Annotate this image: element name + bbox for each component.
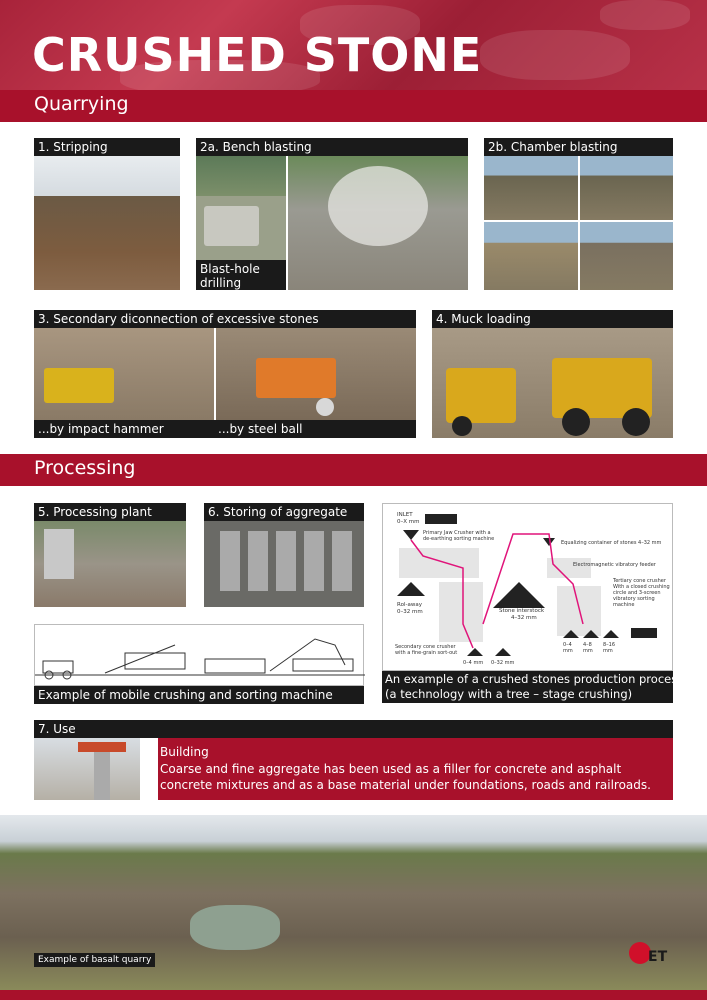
diagram-interstock-range: 4–32 mm: [511, 615, 537, 621]
diagram-inlet: INLET: [397, 512, 413, 518]
use-photo: [34, 738, 140, 800]
caption-bench-blasting: 2a. Bench blasting: [196, 138, 468, 156]
diagram-out1: 0–4 mm: [463, 660, 484, 666]
caption-plant: 5. Processing plant: [34, 503, 186, 521]
svg-text:ET: ET: [648, 949, 668, 965]
diagram-rol-away: Rol-away: [397, 602, 422, 608]
chamber-photo-1: [484, 156, 578, 220]
diagram-inlet-range: 0–X mm: [397, 519, 420, 525]
impact-hammer-photo: [34, 328, 214, 420]
chamber-photo-4: [580, 222, 673, 290]
page-title: CRUSHED STONE: [32, 28, 483, 82]
caption-basalt: Example of basalt quarry: [34, 953, 155, 967]
caption-stripping: 1. Stripping: [34, 138, 180, 156]
header-banner: [0, 0, 707, 90]
use-heading: Building: [160, 745, 209, 759]
diagram-rol-range: 0–32 mm: [397, 609, 423, 615]
diagram-p1a: 0–4: [563, 642, 572, 648]
diagram-primary: Primary Jaw Crusher with a de-earthing sorting machine: [423, 530, 495, 542]
caption-mobile: Example of mobile crushing and sorting machine: [34, 686, 364, 704]
production-process-diagram: [382, 503, 673, 671]
stripping-photo: [34, 156, 180, 290]
diagram-electromagnetic: Electromagnetic vibratory feeder: [573, 562, 656, 568]
section-title-quarrying: Quarrying: [34, 93, 129, 115]
section-quarrying: [0, 90, 707, 122]
diagram-p1b: mm: [563, 648, 573, 654]
caption-secondary: 3. Secondary diconnection of excessive stones: [34, 310, 416, 328]
use-description: [158, 738, 673, 800]
impact-hammer-label: ...by impact hammer: [38, 422, 164, 436]
section-title-processing: Processing: [34, 457, 136, 479]
diagram-p3a: 8–16: [603, 642, 616, 648]
diagram-equalizing: Equalizing container of stones 4–32 mm: [561, 540, 662, 546]
diagram-tertiary: Tertiary cone crusher With a closed crushing circle and 3-screen vibratory sorting machine: [613, 578, 670, 608]
section-processing: [0, 454, 707, 486]
chamber-photo-2: [580, 156, 673, 220]
steel-ball-label: ...by steel ball: [218, 422, 303, 436]
caption-use: 7. Use: [34, 720, 673, 738]
get-logo: [628, 938, 674, 968]
chamber-photo-3: [484, 222, 578, 290]
diagram-caption-1: An example of a crushed stones production process: [385, 672, 684, 686]
processing-plant-photo: [34, 521, 186, 607]
blast-hole-label-2: drilling: [200, 276, 242, 290]
diagram-caption-2: (a technology with a tree – stage crushing): [385, 687, 633, 701]
caption-storing: 6. Storing of aggregate: [204, 503, 364, 521]
caption-muck-loading: 4. Muck loading: [432, 310, 673, 328]
drilling-photo: [196, 156, 286, 290]
use-text: Coarse and fine aggregate has been used as a filler for concrete and asphalt concrete mixtures and as a base material under foundations, roads and railroads.: [160, 762, 651, 792]
diagram-secondary-cone: Secondary cone crusher with a fine-grain sort-out: [395, 644, 458, 656]
diagram-p2b: mm: [583, 648, 593, 654]
diagram-p2a: 4–8: [583, 642, 592, 648]
caption-chamber-blasting: 2b. Chamber blasting: [484, 138, 673, 156]
muck-loading-photo: [432, 328, 673, 438]
mobile-machine-drawing: [34, 624, 364, 686]
steel-ball-photo: [216, 328, 416, 420]
bench-blasting-photo: [288, 156, 468, 290]
bottom-band: [0, 990, 707, 1000]
diagram-p3b: mm: [603, 648, 613, 654]
blast-hole-label-1: Blast-hole: [200, 262, 260, 276]
storing-photo: [204, 521, 364, 607]
diagram-interstock: Stone interstock: [499, 608, 545, 614]
diagram-out2: 0–32 mm: [491, 660, 515, 666]
